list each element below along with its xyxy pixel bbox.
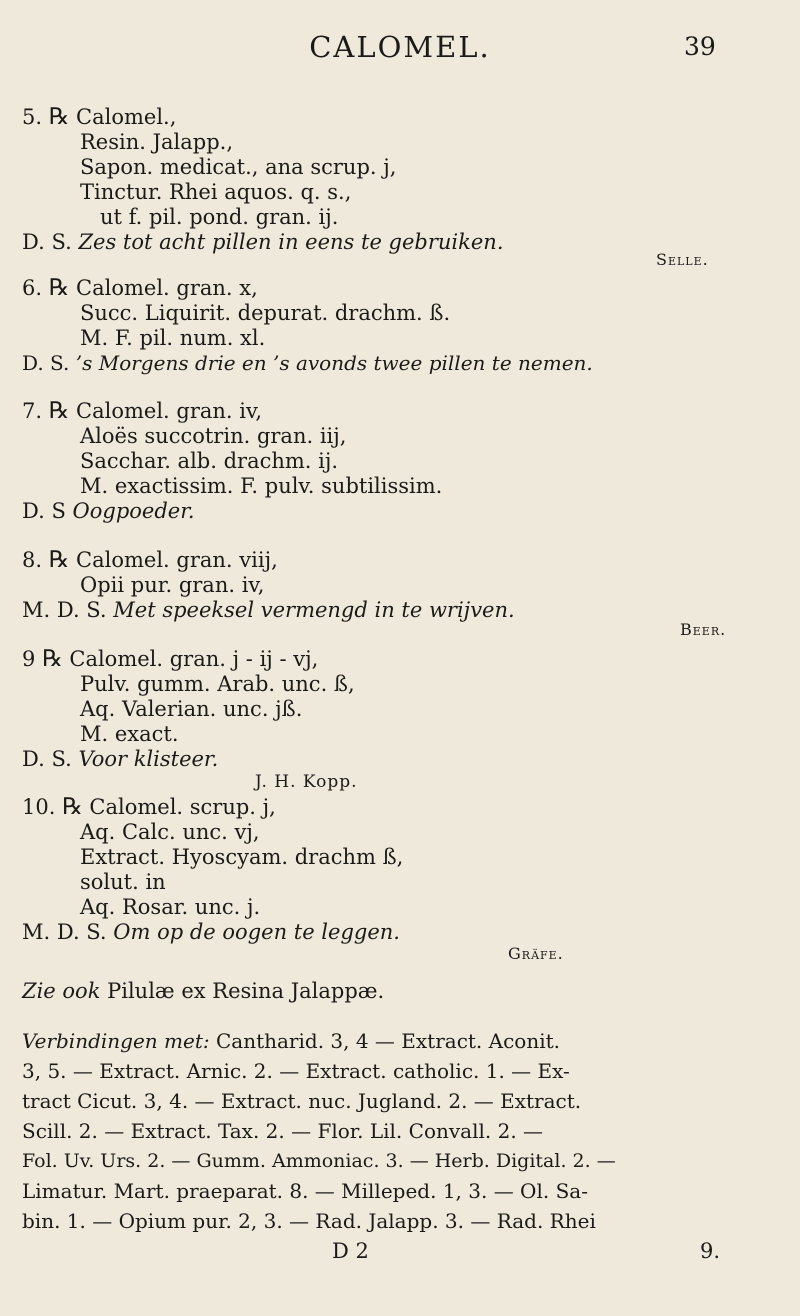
recipe-5-first-line [22, 104, 176, 130]
ingredient: Sacchar. alb. drachm. ij. [80, 449, 339, 473]
ingredient: ut f. pil. pond. gran. ij. [100, 205, 339, 229]
ingredient: M. exact. [80, 722, 179, 746]
recipe-directions [22, 746, 218, 772]
ingredient: Calomel. scrup. j, [89, 795, 276, 819]
recipe-directions [22, 350, 593, 376]
ingredient: Tinctur. Rhei aquos. q. s., [80, 180, 352, 204]
catchword: 9. [700, 1239, 721, 1263]
directions-text: Om op de oogen te leggen. [113, 920, 400, 944]
recipe-symbol: ℞ [48, 547, 70, 573]
recipe-9-first-line [22, 646, 318, 672]
recipe-symbol: ℞ [42, 646, 63, 672]
combinations-line: Scill. 2. — Extract. Tax. 2. — Flor. Lil. Convall. 2. — [22, 1119, 544, 1143]
directions-text: Voor klisteer. [78, 747, 219, 771]
combinations-line: 3, 5. — Extract. Arnic. 2. — Extract. catholic. 1. — Ex- [22, 1059, 570, 1083]
ingredient: M. F. pil. num. xl. [80, 326, 266, 350]
recipe-6-first-line [22, 275, 258, 301]
recipe-8-first-line [22, 547, 278, 573]
ingredient: Aloës succotrin. gran. iij, [80, 424, 347, 448]
ingredient: Calomel. gran. iv, [76, 399, 263, 423]
combinations-label: Verbindingen met: [22, 1029, 210, 1053]
combinations-line: tract Cicut. 3, 4. — Extract. nuc. Jugland. 2. — Extract. [22, 1089, 582, 1113]
recipe-directions [22, 498, 195, 524]
combinations-line: Fol. Uv. Urs. 2. — Gumm. Ammoniac. 3. — Herb. Digital. 2. — [22, 1150, 616, 1172]
combinations-line: bin. 1. — Opium pur. 2, 3. — Rad. Jalapp. 3. — Rad. Rhei [22, 1209, 596, 1233]
recipe-number: 5. [22, 105, 43, 129]
recipe-directions [22, 229, 504, 255]
ingredient: Resin. Jalapp., [80, 130, 234, 154]
ingredient: Aq. Valerian. unc. jß. [80, 697, 303, 721]
recipe-symbol: ℞ [48, 275, 70, 301]
recipe-10-first-line [22, 794, 276, 820]
see-also-prefix: Zie ook [22, 979, 101, 1003]
recipe-author: J. H. Kopp. [255, 772, 358, 792]
recipe-author: Beer. [680, 620, 727, 639]
recipe-number: 9 [22, 647, 36, 671]
combinations-text: Cantharid. 3, 4 — Extract. Aconit. [215, 1029, 560, 1053]
directions-prefix: D. S. [22, 351, 70, 375]
ingredient: Succ. Liquirit. depurat. drachm. ß. [80, 301, 451, 325]
running-head: CALOMEL. [309, 30, 491, 64]
directions-prefix: D. S. [22, 747, 72, 771]
recipe-symbol: ℞ [48, 398, 70, 424]
recipe-author: Gräfe. [508, 944, 564, 963]
directions-prefix: M. D. S. [22, 920, 107, 944]
ingredient: Extract. Hyoscyam. drachm ß, [80, 845, 404, 869]
recipe-directions [22, 597, 515, 623]
recipe-number: 7. [22, 399, 43, 423]
see-also-text: Pilulæ ex Resina Jalappæ. [107, 979, 385, 1003]
recipe-number: 10. [22, 795, 56, 819]
ingredient: solut. in [80, 870, 166, 894]
recipe-number: 8. [22, 548, 43, 572]
ingredient: Opii pur. gran. iv, [80, 573, 265, 597]
ingredient: M. exactissim. F. pulv. subtilissim. [80, 474, 443, 498]
recipe-symbol: ℞ [48, 104, 70, 130]
ingredient: Calomel. gran. x, [76, 276, 258, 300]
recipe-directions [22, 919, 400, 945]
signature-mark: D 2 [332, 1239, 369, 1263]
ingredient: Aq. Calc. unc. vj, [80, 820, 260, 844]
see-also [22, 978, 384, 1004]
ingredient: Aq. Rosar. unc. j. [80, 895, 261, 919]
ingredient: Sapon. medicat., ana scrup. j, [80, 155, 397, 179]
ingredient: Pulv. gumm. Arab. unc. ß, [80, 672, 355, 696]
directions-text: ’s Morgens drie en ’s avonds twee pillen te nemen. [75, 351, 593, 375]
page-number: 39 [684, 32, 716, 61]
combinations-line [22, 1026, 560, 1056]
directions-text: Zes tot acht pillen in eens te gebruiken. [78, 230, 504, 254]
directions-prefix: D. S. [22, 230, 72, 254]
ingredient: Calomel., [76, 105, 177, 129]
recipe-symbol: ℞ [62, 794, 83, 820]
ingredient: Calomel. gran. viij, [76, 548, 278, 572]
directions-text: Oogpoeder. [72, 499, 195, 523]
directions-prefix: M. D. S. [22, 598, 107, 622]
recipe-7-first-line [22, 398, 262, 424]
recipe-number: 6. [22, 276, 43, 300]
ingredient: Calomel. gran. j - ij - vj, [69, 647, 319, 671]
directions-text: Met speeksel vermengd in te wrijven. [113, 598, 515, 622]
combinations-line: Limatur. Mart. praeparat. 8. — Milleped. 1, 3. — Ol. Sa- [22, 1179, 588, 1203]
directions-prefix: D. S [22, 499, 66, 523]
recipe-author: Selle. [656, 250, 709, 269]
